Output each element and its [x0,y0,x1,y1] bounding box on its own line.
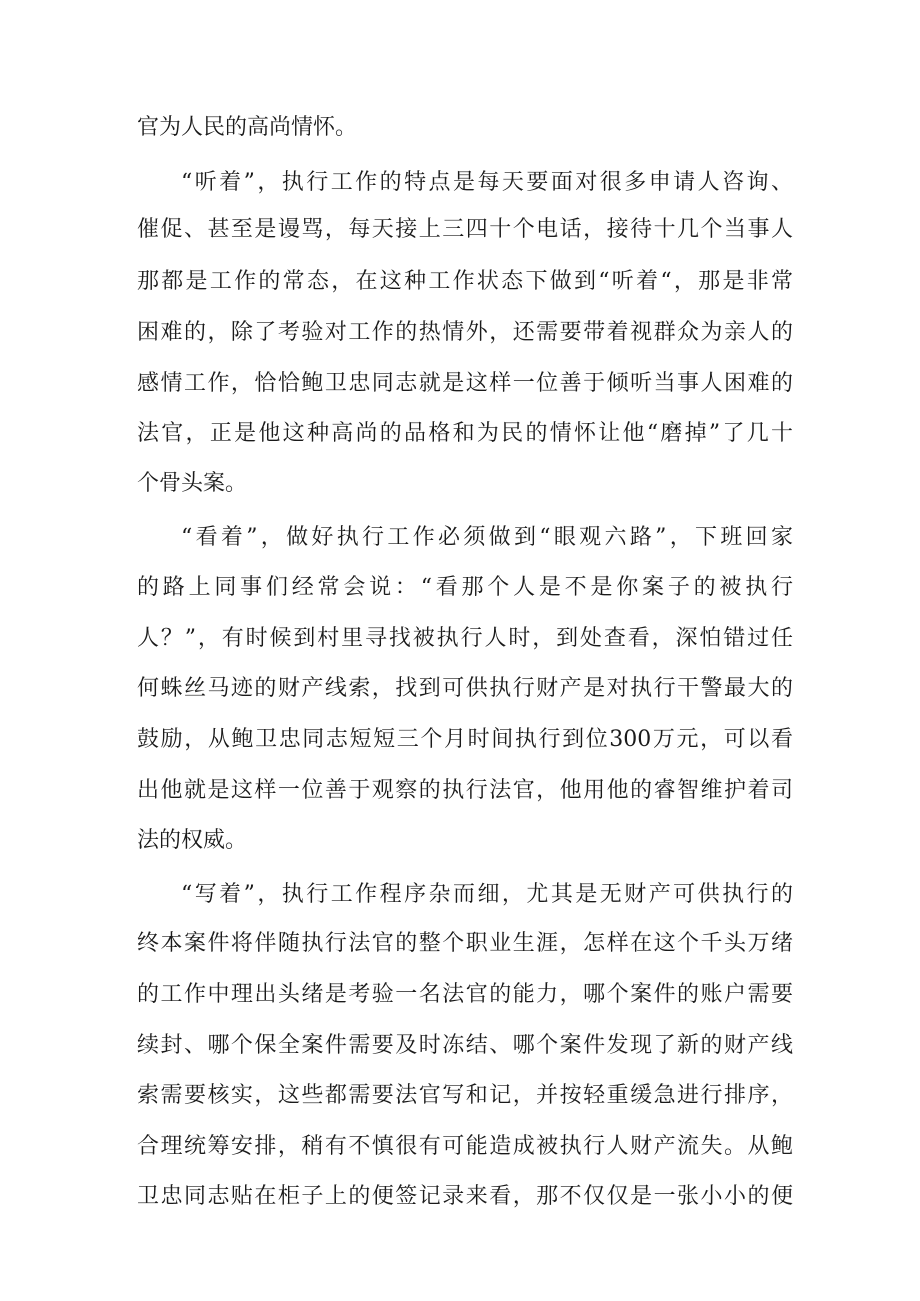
text-line: 法官，正是他这种高尚的品格和为民的情怀让他“磨掉”了几十 [137,421,793,446]
text-line: 卫忠同志贴在柜子上的便签记录来看，那不仅仅是一张小小的便 [137,1184,793,1209]
text-line: 困难的，除了考验对工作的热情外，还需要带着视群众为亲人的 [137,320,793,345]
text-line: 鼓励，从鲍卫忠同志短短三个月时间执行到位300万元，可以看 [137,727,793,752]
text-line: 个骨头案。 [137,471,248,496]
text-line: 索需要核实，这些都需要法官写和记，并按轻重缓急进行排序， [137,1083,793,1108]
text-line: 续封、哪个保全案件需要及时冻结、哪个案件发现了新的财产线 [137,1033,793,1058]
text-line: “写着”，执行工作程序杂而细，尤其是无财产可供执行的 [181,882,793,907]
text-line: 终本案件将伴随执行法官的整个职业生涯，怎样在这个千头万绪 [137,931,793,956]
text-line: 法的权威。 [137,828,248,853]
text-line: 何蛛丝马迹的财产线索，找到可供执行财产是对执行干警最大的 [137,676,793,701]
text-line: 感情工作，恰恰鲍卫忠同志就是这样一位善于倾听当事人困难的 [137,371,793,396]
text-line: “听着”，执行工作的特点是每天要面对很多申请人咨询、 [181,170,793,195]
text-line: 的路上同事们经常会说：“看那个人是不是你案子的被执行 [137,575,793,600]
text-line: 合理统筹安排，稍有不慎很有可能造成被执行人财产流失。从鲍 [137,1134,793,1159]
text-line: 出他就是这样一位善于观察的执行法官，他用他的睿智维护着司 [137,778,793,803]
text-line: 催促、甚至是谩骂，每天接上三四十个电话，接待十几个当事人 [137,217,793,242]
text-line: 官为人民的高尚情怀。 [137,115,358,140]
text-line: 人？”，有时候到村里寻找被执行人时，到处查看，深怕错过任 [137,626,793,651]
text-line: “看着”，做好执行工作必须做到“眼观六路”，下班回家 [181,525,793,550]
text-line: 的工作中理出头绪是考验一名法官的能力，哪个案件的账户需要 [137,982,793,1007]
text-line: 那都是工作的常态，在这种工作状态下做到“听着“，那是非常 [137,269,793,294]
